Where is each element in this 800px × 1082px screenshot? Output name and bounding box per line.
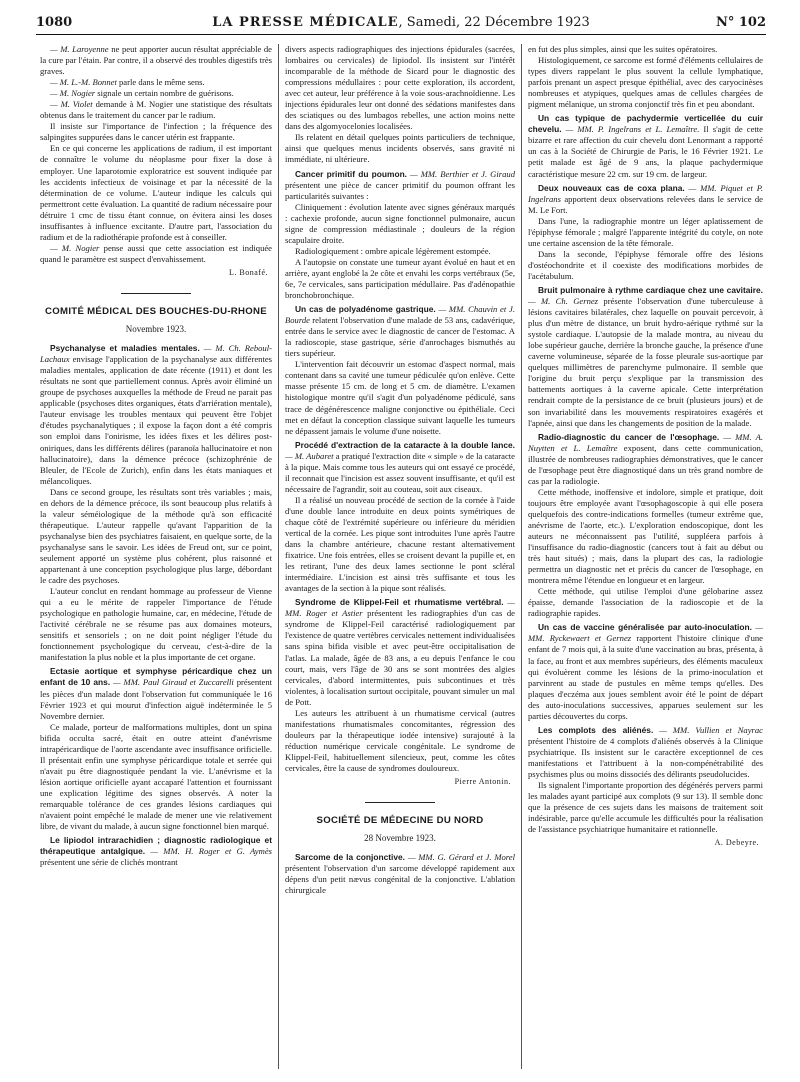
paragraph: Cette méthode, inoffensive et indolore, simple et pratique, doit toujours être employée avant l'œsophagoscopie à qui elle posera quelquefois des contre-indications formelles (tumeur extrême que, anévrisme de l'aorte, etc.). L'exploration endoscopique, dont les auteurs ne méconnaissent pas l'utilité, suppléera parfois à l'insuffisance du radio-diagnostic (cancers tout à fait au début ou très haut situés) ; mais, dans la plupart des cas, la radiologie permettra un diagnostic net et précis du cancer de l'œsophage, en montrera même l'étendue en longueur et en largeur. <box>528 486 763 586</box>
article-title: Psychanalyse et maladies mentales. <box>50 343 200 354</box>
issue-date: , Samedi, 22 Décembre 1923 <box>398 15 590 30</box>
paragraph: Ils signalent l'importante proportion des dégénérés pervers parmi les malades ayant participé aux complots (9 sur 13). Il semble donc que la présence de ces sujets dans les maisons de traitement soit indésirable, parce qu'elle accumule les difficultés pour la réalisation de l'assistance psychiatrique humanitaire et rationnelle. <box>528 780 763 835</box>
section-title: SOCIÉTÉ DE MÉDECINE DU NORD <box>316 815 484 827</box>
article-author: — MM. Roger et Astier <box>285 597 515 619</box>
article-title: Ectasie aortique et symphyse péricardique chez un enfant de 10 ans. <box>40 666 272 688</box>
signature: A. Debeyre. <box>714 838 759 848</box>
paragraph: Il insiste sur l'importance de l'infection ; la fréquence des salpingites suppurées dans le cancer utérin est frappante. <box>40 121 272 143</box>
paragraph: Histologiquement, ce sarcome est formé d'éléments cellulaires de types divers rappelant le plus souvent la cellule lymphatique, parfois prenant un aspect presque épithélial, avec des caryocinèses nombreuses et atypiques, quelques amas de cellules chargées de pigment mélanique, un stroma conjonctif très fin et peu abondant. <box>528 55 763 110</box>
column-right <box>528 44 763 1072</box>
article: Le lipiodol intrarachidien ; diagnostic radiologique et thérapeutique antalgique. — MM. H. Roger et G. Aymès présentent une série de clichés montrant <box>40 835 272 868</box>
article: Un cas de polyadénome gastrique. — MM. Chauvin et J. Bourde relatent l'observation d'une malade de 53 ans, cadavérique, entrée dans le service avec le diagnostic de cancer de l'estomac. A la radioscopie, stase gastrique, série d'anrochages bismuthés au tiers supérieur. <box>285 304 515 359</box>
article-author: — M. Ch. Reboul-Lachaux <box>40 343 272 365</box>
paragraph: En ce qui concerne les applications de radium, il est important de connaître le volume du néoplasme pour fixer la dose à employer. Une laparotomie exploratrice est souvent indiquée par les accidents infectieux de voisinage et par la nécessité de la détermination de ce volume. L'auteur indique les calculs qui permettront cette évaluation. La quantité de radium nécessaire pour détruire 1 cmc de tissu étant connue, on évitera ainsi les doses insuffisantes à influence excitante. D'autre part, l'association du radium et de la radiothérapie profonde est à conseiller. <box>40 143 272 242</box>
article-title: Cancer primitif du poumon. <box>295 168 408 179</box>
paragraph: Cliniquement : évolution latente avec signes généraux marqués : cachexie profonde, aucun signe fonctionnel pulmonaire, aucun signe de compression médiastinale ; douleurs de la région scapulaire droite. <box>285 201 515 245</box>
article-title: Le lipiodol intrarachidien ; diagnostic radiologique et thérapeutique antalgique. <box>40 835 272 857</box>
article: Un cas de vaccine généralisée par auto-inoculation. — MM. Ryckewaert et Gernez rapportent l'histoire clinique d'une enfant de 7 mois qui, à la suite d'une vaccination au bras, présenta, à la face, au front et aux membres supérieurs, des éléments maculeux qui évoluèrent comme les lésions de la primo-inoculation et parvinrent au stade de pustules en même temps qu'elles. Des plaques d'eczéma aux joues semblent avoir été le point de départ des auto-inoculations successives, apparues seulement sur les parties découvertes du corps. <box>528 622 763 721</box>
section-divider <box>121 293 191 294</box>
article: Bruit pulmonaire à rythme cardiaque chez une cavitaire. — M. Ch. Gernez présente l'observation d'une tuberculeuse à lésions cavitaires bilatérales, chez laquelle on pouvait percevoir, à plus d'un mètre de distance, un bruit hydro-aérique rythmé sur la systole cardiaque. L'autopsie de la malade montra, au niveau du lobe supérieur gauche, derrière la bronche gauche, la présence d'une caverne volumineuse, séparée de la fosse pleurale sus-aortique par quelques millimètres de parenchyme pulmonaire. Il semble que l'origine du bruit perçu s'explique par la transmission des battements aortiques à la caverne apicale. Cette interprétation rendrait compte de la persistance de ce bruit (plusieurs jours) et de son invariabilité dans les mouvements respiratoires exagérés et l'apnée, ainsi que dans les changements de position de la malade. <box>528 284 763 428</box>
article-title: Radio-diagnostic du cancer de l'œsophage. <box>538 431 720 442</box>
paragraph: divers aspects radiographiques des injections épidurales (sacrées, lombaires ou cervicales) de lipiodol. Ils insistent sur l'intérêt incomparable de la méthode de Sicard pour le diagnostic des compressions médullaires : pour cette exploration, ils accordent, avec cet auteur, leur préférence à la voie sous-arachnoïdienne. Les injections épidurales leur ont donné des sédations manifestes dans des sciatiques ou des lumbagos rebelles, une action moins nette dans des algomyocelonies localisées. <box>285 44 515 132</box>
article-author: — MM. P. Ingelrans et L. Lemaître. <box>561 124 700 135</box>
article: Procédé d'extraction de la cataracte à la double lance. — M. Aubaret a pratiqué l'extraction dite « simple » de la cataracte à la pique. Mais comme tous les auteurs qui ont essayé ce procédé, il reconnait que l'incision est assez souvent insuffisante, et qu'il est nécessaire de l'agrandir, soit au couteau, soit aux ciseaux. <box>285 439 515 494</box>
column-middle <box>285 44 515 1072</box>
article-author: — M. Aubaret <box>285 450 334 461</box>
paragraph: A l'autopsie on constate une tumeur ayant évolué en haut et en arrière, ayant englobé la 2e côte et envahi les corps vertébraux (5e, 6e, 7e cervicales, sans participation médullaire. Pas d'adénopathie bronchobronchique. <box>285 256 515 301</box>
paragraph: — M. Nogier pense aussi que cette association est indiquée quand le paramètre est suspect d'envahissement. <box>40 242 272 264</box>
masthead <box>36 15 766 30</box>
article-author: — MM. A. Nuytten et L. Lemaître <box>528 431 763 453</box>
article-author: — MM. Berthier et J. Giraud <box>407 168 515 179</box>
article-author: — MM. Ryckewaert et Gernez <box>528 622 763 644</box>
paragraph: en fut des plus simples, ainsi que les suites opératoires. <box>528 44 718 54</box>
speaker-name: — M. Nogier <box>50 242 100 253</box>
issue-number: N° 102 <box>715 15 766 30</box>
article-title: Syndrome de Klippel-Feil et rhumatisme vertébral. <box>295 597 504 608</box>
section-date: 28 Novembre 1923. <box>364 833 436 844</box>
paragraph: Ils relatent en détail quelques points particuliers de technique, ainsi que quelques menus incidents observés, sans gravité ni immédiate, ni ultérieure. <box>285 132 515 165</box>
page-header <box>36 12 766 35</box>
column-rule <box>521 44 522 1069</box>
paragraph: — M. Nogier signale un certain nombre de guérisons. <box>50 88 234 99</box>
article-author: — MM. G. Gérard et J. Morel <box>405 852 515 863</box>
section-date: Novembre 1923. <box>125 324 187 335</box>
article-title: Un cas typique de pachydermie verticellée du cuir chevelu. <box>528 113 763 135</box>
section-divider <box>365 802 435 803</box>
paragraph: — M. L.-M. Bonnet parle dans le même sens. <box>50 77 205 88</box>
article-title: Procédé d'extraction de la cataracte à la double lance. <box>295 439 515 450</box>
paragraph: Radiologiquement : ombre apicale légèrement estompée. <box>295 245 491 256</box>
paragraph: Ce malade, porteur de malformations multiples, dont un spina bifida occulta sacré, était en outre atteint d'anévrisme intrapéricardique de l'aorte ascendante avec insuffisance orificielle. Il présentait enfin une symphyse péricardique totale et serrée qui n'avait pu être diagnostiquée pendant la vie. L'anévrisme et la lésion aortique orificielle ayant accaparé l'attention et fournissant une explication légitime des signes observés. A noter la remarquable tolérance de ces grandes lésions cardiaques qui n'avaient point empêché le malade de mener une vie relativement libre, de vivant du malade, à aucun signe fonctionnel bien marqué. <box>40 721 272 832</box>
article-author: — MM. Piquet et P. Ingelrans <box>528 182 763 204</box>
article: Radio-diagnostic du cancer de l'œsophage. — MM. A. Nuytten et L. Lemaître exposent, dans cette communication, illustrée de nombreuses radiographies démonstratives, que le cancer de l'œsophage peut être diagnostiqué dans un très grand nombre de cas par la radiologie. <box>528 431 763 486</box>
paragraph: L'auteur conclut en rendant hommage au professeur de Vienne qui a eu le mérite de rappeler l'importance de l'étude psychologique en pathologie humaine, car, en médecine, l'étude de l'activité cérébrale ne se résume pas aux domaines moteurs, sensitifs et sensoriels ; on ne doit point négliger l'étude du fonctionnement psychologique du cerveau, c'est-à-dire de la manifestation la plus noble et la plus importante de cet organe. <box>40 586 272 663</box>
article: Sarcome de la conjonctive. — MM. G. Gérard et J. Morel présentent l'observation d'un sarcome développé rapidement aux dépens d'un petit nævus congénital de la conjonctive. L'ablation chirurgicale <box>285 852 515 896</box>
paragraph: Il a réalisé un nouveau procédé de section de la cornée à l'aide d'une double lance introduite en deux points symétriques de chaque côté de l'extrémité supérieure ou inférieure du méridien vertical de la cornée. Les pique sont introduites l'une après l'autre dans la chambre antérieure, chacune restant alternativement fixatrice. Une fois entrées, elles se croisent devant la pupille et, en les retirant, l'une des deux lames sectionne le pont scléral intermédiaire. L'incision est ainsi très suffisante et tous les avantages de la section à la pique sont réalisés. <box>285 494 515 594</box>
paragraph: Dans l'une, la radiographie montre un léger aplatissement de l'épiphyse fémorale ; malgré l'apparente intégrité du cotyle, on note une certaine ascension de la tête fémorale. <box>528 215 763 248</box>
article-title: Un cas de polyadénome gastrique. <box>295 304 436 315</box>
article-author: — MM. H. Roger et G. Aymès <box>145 846 272 857</box>
signature: L. Bonafé. <box>229 267 268 277</box>
paragraph: Cette méthode, qui utilise l'emploi d'une gélobarine assez épaisse, demande l'association de la radioscopie et de la radiographie rapides. <box>528 586 763 619</box>
article-title: Bruit pulmonaire à rythme cardiaque chez une cavitaire. <box>538 284 763 295</box>
speaker-name: — M. Laroyenne <box>50 44 109 54</box>
article-author: — MM. Paul Giraud et Zuccarelli <box>110 677 234 688</box>
article: Les complots des aliénés. — MM. Vullien et Nayrac présentent l'histoire de 4 complots d'aliénés observés à la Clinique psychiatrique. Ils insistent sur le caractère exceptionnel de ces manifestations et l'attribuent à la non-compénétrabilité des psychismes plus ou moins dissociés des délirants pseudolucides. <box>528 724 763 779</box>
paragraph: Les auteurs les attribuent à un rhumatisme cervical (autres manifestations rhumatismales concomitantes, régression des douleurs par la thérapeutique iodée intensive) surajouté à la réduction numérique cervicale congénitale. Le syndrome de Klippel-Feil, habituellement silencieux, peut, comme les côtes cervicales, être la cause de syndromes douloureux. <box>285 707 515 773</box>
article: Deux nouveaux cas de coxa plana. — MM. Piquet et P. Ingelrans apportent deux observations relevées dans le service de M. Le Fort. <box>528 182 763 215</box>
page-number: 1080 <box>36 15 73 30</box>
article: Un cas typique de pachydermie verticellée du cuir chevelu. — MM. P. Ingelrans et L. Lemaître. Il s'agit de cette bizarre et rare affection du cuir chevelu dont Lenormant a rapporté un cas à la Société de Chirurgie de Paris, le 16 Février 1921. Le petit malade est âgé de 9 ans, la plaque pachydermique caractéristique mesure 22 cm. sur 19 cm. de largeur. <box>528 113 763 179</box>
article-author: — MM. Chauvin et J. Bourde <box>285 304 515 326</box>
article-author: — MM. Vullien et Nayrac <box>653 724 763 735</box>
paragraph: L'intervention fait découvrir un estomac d'aspect normal, mais contenant dans sa cavité une tumeur pédiculée qu'on enlève. Cette masse présente 15 cm. de long et 5 cm. de diamètre. L'examen histologique montre qu'il s'agit d'un polyadénome pédiculé, sans trace de dégénérescence maligne conjonctive ou épithéliale. Ceci met en défaut la conception classique suivant laquelle les tumeurs ne dépassent jamais le volume d'une noisette. <box>285 359 515 436</box>
article-title: Deux nouveaux cas de coxa plana. <box>538 182 685 193</box>
speaker-name: — M. Violet <box>50 99 93 110</box>
article-title: Sarcome de la conjonctive. <box>295 852 405 863</box>
article-title: Un cas de vaccine généralisée par auto-inoculation. <box>538 622 752 633</box>
speaker-name: — M. L.-M. Bonnet <box>50 77 117 88</box>
signature: Pierre Antonin. <box>454 777 511 787</box>
paragraph: — M. Violet demande à M. Nogier une statistique des résultats obtenus dans le traitement du cancer par le radium. <box>40 99 272 121</box>
article: Syndrome de Klippel-Feil et rhumatisme vertébral. — MM. Roger et Astier présentent les radiographies d'un cas de syndrome de Klippel-Feil caractérisé radiologiquement par l'existence de quatre vertèbres cervicales nettement individualisées sans spina bifida visible et avec peut-être occipitalisation de l'atlas. La malade, âgée de 83 ans, a eu depuis l'enfance le cou court, mais, vers l'âge de 30 ans se sont montrées des algies cervicales, d'abord intermittentes, puis subcontinues et très violentes, à localisation surtout occipitale, pouvant simuler un mal de Pott. <box>285 597 515 707</box>
paragraph: Dans la seconde, l'épiphyse fémorale offre des lésions d'ostéochondrite et il coexiste des modifications morbides de l'acétabulum. <box>528 248 763 281</box>
speaker-name: — M. Nogier <box>50 88 96 99</box>
article: Cancer primitif du poumon. — MM. Berthier et J. Giraud présentent une pièce de cancer primitif du poumon offrant les particularités suivantes : <box>285 168 515 201</box>
column-left <box>40 44 272 1072</box>
article: Psychanalyse et maladies mentales. — M. Ch. Reboul-Lachaux envisage l'application de la psychanalyse aux différentes maladies mentales, application de date récente (1911) et dont les résultats ne sont que partiellement connus. Après avoir éliminé un groupe de psychoses auxquelles la méthode de Freud ne parait pas applicable (psychoses dites organiques, états d'arriération mentale), l'auteur envisage les troubles mentaux qui peuvent être l'objet d'études psychanalytiques ; il expose la façon dont a été compris son emploi dans l'onirisme, les idées fixes et les délires post-oniriques, dans les différents délires (paranoïa hallucinatoire et non hallucinatoire), dans la démence précoce (schizophrénie de Bleuler, de l'Ecole de Zurich), enfin dans les états maniaques et mélancoliques. <box>40 343 272 486</box>
journal-title: LA PRESSE MÉDICALE <box>212 15 399 30</box>
section-title: COMITÉ MÉDICAL DES BOUCHES-DU-RHONE <box>45 305 267 317</box>
column-rule <box>278 44 279 1069</box>
paragraph: — M. Laroyenne ne peut apporter aucun résultat appréciable de la cure par l'étain. Par contre, il a observé des troubles digestifs très graves. <box>40 44 272 77</box>
article: Ectasie aortique et symphyse péricardique chez un enfant de 10 ans. — MM. Paul Giraud et Zuccarelli présentent les pièces d'un malade dont l'observation fut communiquée le 16 Février 1923 et qui mourut d'infection aiguë indéterminée le 5 Novembre dernier. <box>40 666 272 721</box>
article-title: Les complots des aliénés. <box>538 724 654 735</box>
paragraph: Dans ce second groupe, les résultats sont très variables ; mais, en dehors de la démence précoce, ils sont beaucoup plus relatifs à la valeur séméiologique de la méthode qu'à son efficacité thérapeutique. L'auteur rappelle qu'avant l'apparition de la psychanalyse bien des psychiatres faisaient, en quelque sorte, de la psychanalyse sans le savoir. Les idées de Freud ont, sur ce point, seulement apporté un système plus cohérent, plus raisonné et appartenant à une conception psychologique plus large, débordant le cadre des psychoses. <box>40 486 272 586</box>
article-author: — M. Ch. Gernez <box>528 296 599 307</box>
